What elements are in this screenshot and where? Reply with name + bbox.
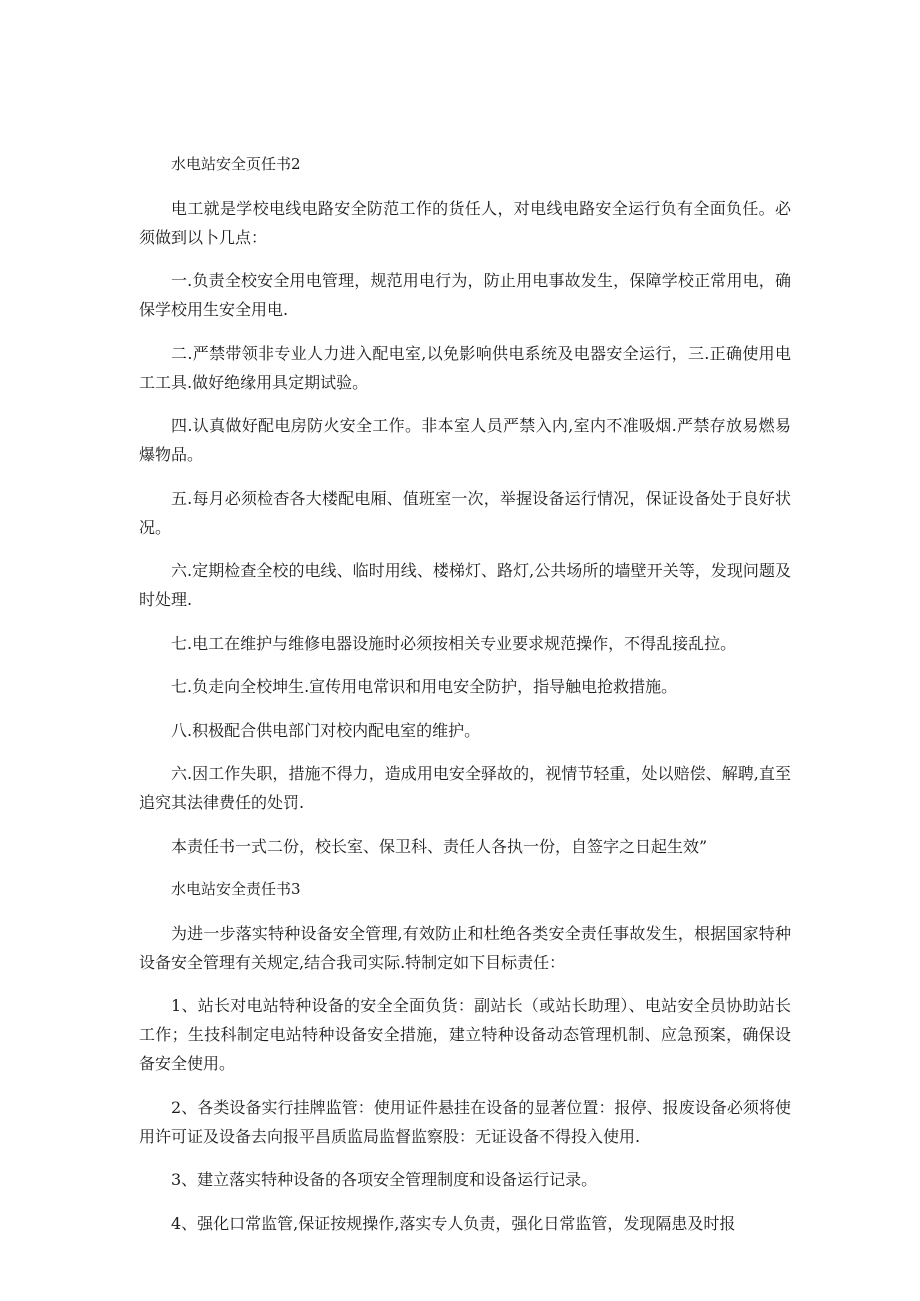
section-3-item-1: 1、站长对电站特种设备的安全全面负货：副站长（或站长助理）、电站安全员协助站长工作；生技科制定电站特种设备安全措施，建立特种设备动态管理机制、应急预案，确保设备安全使用。 [139,996,791,1073]
section-2-item-6: 七.电工在维护与维修电器设施时必须按相关专业要求规范操作，不得乱接乱拉。 [171,633,737,653]
document-page [139,150,791,1252]
section-2-item-4: 五.每月必须检杳各大楼配电厢、值班室一次，举握设备运行情况，保证设备处于良好状况。 [139,488,791,537]
section-2-closing: 本责任书一式二份，校长室、保卫科、责任人各执一份，自签字之日起生效” [171,836,708,856]
section-2-item-2: 二.严禁带领非专业人力进入配电室,以免影响供电系统及电器安全运行，三.正确使用电工工具.做好绝缘用具定期试验。 [139,343,791,392]
section-3-title: 水电站安全责任书3 [171,880,301,898]
section-2-item-5: 六.定期检查全校的电线、临时用线、楼梯灯、路灯,公共场所的墙壁开关等，发现问题及时处理. [139,561,791,609]
section-2-item-7: 七.负走向全校坤生.宣传用电常识和用电安全防护，指导触电抢救措施。 [171,677,678,696]
section-2-item-9: 六.因工作失职，措施不得力，造成用电安全驿故的，视情节轻重，处以赔偿、解聘,直至追究其法律费任的处罚. [139,764,791,812]
section-3-item-3: 3、建立落实特种设备的各项安全管理制度和设备运行记录。 [171,1170,598,1189]
section-3-intro: 为进一步落实特种设备安全管理,有效防止和杜绝各类安全责任事故发生，根据国家特种设备安全管理有关规定,结合我司实际.特制定如下目标责任： [139,923,791,972]
section-2-title: 水电站安全页任书2 [171,155,301,173]
section-2-item-8: 八.积极配合供电部门对校内配电室的维护。 [171,720,481,740]
section-2-item-1: 一.负责全校安全用电管理，规范用电行为，防止用电事故发生，保障学校正常用电，确保学校用生安全用电. [139,271,791,319]
section-2-intro: 电工就是学校电线电路安全防范工作的货任人，对电线电路安全运行负有全面负任。必须做到以卜几点： [139,198,791,247]
section-3-item-2: 2、各类设备实行挂牌监管：使用证件悬挂在设备的显著位置：报停、报废设备必须将使用许可证及设备去向报平昌质监局监督监察股：无证设备不得投入使用. [139,1097,791,1146]
section-2-item-3: 四.认真做好配电房防火安全工作。非本室人员严禁入内,室内不准吸烟.严禁存放易燃易爆物品。 [139,416,791,464]
section-3-item-4: 4、强化口常监管,保证按规操作,落实专人负责，强化日常监管，发现隔患及时报 [171,1213,736,1233]
